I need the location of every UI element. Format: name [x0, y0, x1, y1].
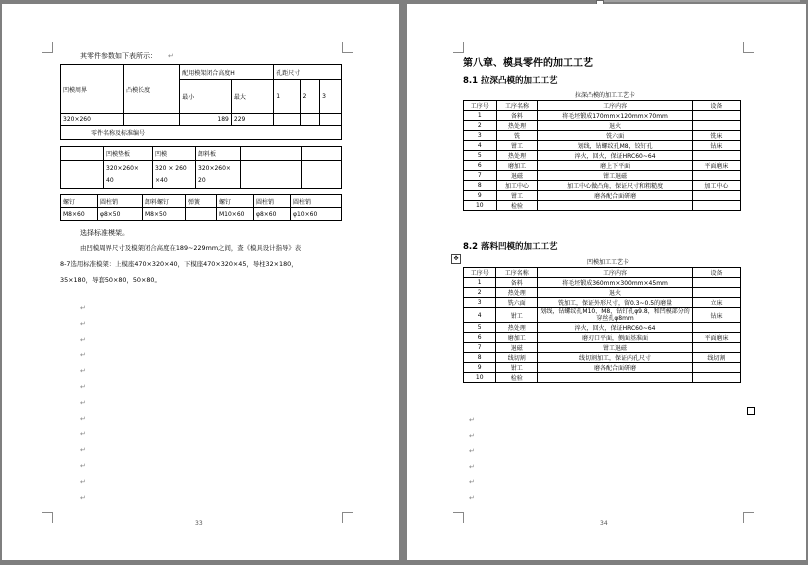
fv-pin-3: φ10×60 [291, 208, 342, 221]
parts-empty-4 [61, 161, 104, 189]
table-cell: 钳工 [496, 191, 538, 201]
table-cell: 立床 [693, 298, 741, 308]
process-table-1 [463, 100, 741, 211]
table-cell: 退磁 [496, 171, 538, 181]
parts-title: 零件名称及标准编号 [61, 126, 342, 140]
part-die-value [153, 161, 196, 189]
table-cell: 热处理 [496, 323, 538, 333]
table-cell: 4 [464, 141, 497, 151]
table-cell: 备料 [496, 278, 538, 288]
part-stripper-value [196, 161, 241, 189]
fasteners-table [60, 194, 342, 221]
select-title: 选择标准模架。 [80, 229, 129, 237]
table-cell [692, 201, 740, 211]
fv-spring [186, 208, 217, 221]
th-punch-length: 凸模长度 [124, 65, 180, 114]
table-cell: 加工中心 [692, 181, 740, 191]
table-row [464, 353, 741, 363]
table-cell: 1 [464, 111, 497, 121]
body-line-2: 8-7选用标准模架：上模座470×320×40，下模座470×320×45，导柱32×180， [60, 260, 298, 268]
margin-mark-tl [42, 42, 53, 53]
th-hole-1: 1 [274, 80, 300, 114]
stripper-v2: 20 [198, 176, 206, 184]
header-cell: 设备 [693, 268, 741, 278]
paragraph-mark: ↵ [469, 462, 475, 471]
part-backing-value [104, 161, 153, 189]
th-hole-distance: 孔距尺寸 [274, 65, 342, 80]
body-line-3: 35×180，导套50×80，50×80。 [60, 276, 161, 284]
f-pin-3: 圆柱销 [291, 195, 342, 208]
backing-v2: 40 [106, 176, 114, 184]
th-mould-size: 凹模周界 [61, 65, 124, 114]
page-number: 33 [195, 520, 203, 527]
process-table-2 [463, 267, 741, 383]
table-cell: 6 [464, 333, 496, 343]
f-pin: 圆柱销 [98, 195, 143, 208]
table-cell: 备料 [496, 111, 538, 121]
table-cell: 8 [464, 181, 497, 191]
table-cell [692, 191, 740, 201]
part-stripper-label: 卸料板 [196, 147, 241, 161]
table-cell: 划线，钻螺纹孔M8，铰钉孔 [538, 141, 692, 151]
th-min: 最小 [180, 80, 232, 114]
table-cell: 淬火，回火，保证HRC60~64 [537, 323, 692, 333]
table-cell: 7 [464, 171, 497, 181]
table-row [464, 298, 741, 308]
paragraph-mark: ↵ [469, 447, 475, 455]
paragraph-mark: ↵ [80, 335, 86, 344]
paragraph-mark: ↵ [80, 351, 86, 360]
table-cell: 淬火，回火，保证HRC60~64 [538, 151, 692, 161]
intro-text: 其零件参数如下表所示： [80, 52, 157, 60]
f-spring: 弹簧 [186, 195, 217, 208]
th-hole-2: 2 [300, 80, 319, 114]
table-cell: 退火 [538, 121, 692, 131]
td-h2 [300, 114, 319, 126]
table-resize-handle[interactable] [747, 407, 755, 415]
th-max: 最大 [231, 80, 273, 114]
table-cell: 线切割 [496, 353, 538, 363]
fv-screw-2: M10×60 [217, 208, 254, 221]
fv-pin-2: φ8×60 [254, 208, 291, 221]
table-cell [693, 323, 741, 333]
table-cell: 5 [464, 323, 496, 333]
table-row [464, 191, 741, 201]
table-row [464, 373, 741, 383]
paragraph-mark: ↵ [469, 493, 475, 502]
table-row [464, 363, 741, 373]
paragraph-mark: ↵ [80, 304, 86, 312]
table-row [464, 323, 741, 333]
page-number: 34 [600, 520, 608, 527]
table-row [464, 201, 741, 211]
fv-screw: M8×60 [61, 208, 98, 221]
parts-empty-6 [302, 161, 342, 189]
document-page-left [2, 4, 399, 560]
table-cell: 线切割 [693, 353, 741, 363]
table-cell: 将毛坯锻成170mm×120mm×70mm [538, 111, 692, 121]
td-h1 [274, 114, 300, 126]
table-cell: 7 [464, 343, 496, 353]
table-row [464, 333, 741, 343]
table-cell [693, 373, 741, 383]
table-cell: 钳工 [496, 363, 538, 373]
th-closing-height: 配用模架闭合高度H [180, 65, 274, 80]
paragraph-mark: ↵ [469, 478, 475, 486]
paragraph-mark: ↵ [80, 477, 86, 486]
table-cell: 9 [464, 191, 497, 201]
backing-v1: 320×260× [106, 164, 139, 172]
section-heading-2: 8.2 落料凹模的加工工艺 [463, 242, 558, 252]
table-cell: 磨各配合面研磨 [538, 191, 692, 201]
table-cell: 检验 [496, 373, 538, 383]
table-cell: 加工中心 [496, 181, 538, 191]
table-cell: 平面磨床 [692, 161, 740, 171]
table-cell: 2 [464, 288, 496, 298]
table-row [464, 278, 741, 288]
table-cell: 钳工 [496, 308, 538, 323]
table-cell: 10 [464, 373, 496, 383]
table-cell: 划线，钻螺纹孔M10、M8，钻钉孔φ9.8，和凹模部分的穿丝孔φ8mm [537, 308, 692, 323]
die-v1: 320 × 260 [155, 164, 187, 172]
f-screw-2: 螺钉 [217, 195, 254, 208]
table-cell: 铣加工，保证外形尺寸，留0.3~0.5的磨量 [537, 298, 692, 308]
part-die-label: 凹模 [153, 147, 196, 161]
part-backing-label: 凹模垫板 [104, 147, 153, 161]
paragraph-mark: ↵ [80, 462, 86, 470]
chapter-heading: 第八章、模具零件的加工工艺 [463, 58, 593, 69]
table-cell: 线切割加工，保证内孔尺寸 [537, 353, 692, 363]
header-cell: 工序内容 [538, 101, 692, 111]
table-cell: 热处理 [496, 121, 538, 131]
fv-pin: φ8×50 [98, 208, 143, 221]
paragraph-mark: ↵ [80, 430, 86, 439]
table-cell: 钳工退磁 [538, 171, 692, 181]
paragraph-mark: ↵ [80, 383, 86, 391]
table-cell: 磨刃口平面，侧面基准面 [537, 333, 692, 343]
paragraph-mark: ↵ [168, 52, 174, 60]
td-h3 [320, 114, 342, 126]
margin-mark-br [342, 512, 353, 523]
table-move-handle[interactable]: ✥ [451, 254, 461, 264]
table-cell: 4 [464, 308, 496, 323]
paragraph-mark: ↵ [80, 398, 86, 407]
table-cell: 铣六面 [538, 131, 692, 141]
paragraph-mark: ↵ [80, 446, 86, 455]
document-page-right [407, 4, 806, 560]
td-punch [124, 114, 180, 126]
table-cell: 钳工 [496, 141, 538, 151]
table-cell [693, 278, 741, 288]
table-cell: 检验 [496, 201, 538, 211]
header-cell: 工序号 [464, 268, 496, 278]
table-cell [692, 151, 740, 161]
f-pin-2: 圆柱销 [254, 195, 291, 208]
table-cell: 3 [464, 131, 497, 141]
header-cell: 设备 [692, 101, 740, 111]
td-size: 320×260 [61, 114, 124, 126]
table-cell: 2 [464, 121, 497, 131]
table-row [464, 161, 741, 171]
table-cell: 磨上下平面 [538, 161, 692, 171]
paragraph-mark: ↵ [469, 431, 475, 440]
margin-mark-tl [453, 42, 464, 53]
td-max: 229 [231, 114, 273, 126]
table-cell: 铣床 [692, 131, 740, 141]
table-cell: 热处理 [496, 288, 538, 298]
table-cell: 热处理 [496, 151, 538, 161]
paragraph-mark: ↵ [80, 414, 86, 423]
table-row [464, 151, 741, 161]
table-row [464, 181, 741, 191]
paragraph-mark: ↵ [80, 493, 86, 502]
table-cell: 磨加工 [496, 161, 538, 171]
f-screw: 螺钉 [61, 195, 98, 208]
table-cell: 8 [464, 353, 496, 363]
header-cell: 工序号 [464, 101, 497, 111]
paragraph-mark: ↵ [469, 416, 475, 424]
table-row [464, 131, 741, 141]
table-cell: 退磁 [496, 343, 538, 353]
margin-mark-bl [453, 512, 464, 523]
parts-empty-3 [302, 147, 342, 161]
table-row [464, 111, 741, 121]
table-cell: 磨各配合面研磨 [537, 363, 692, 373]
table-cell: 退火 [537, 288, 692, 298]
parts-empty-5 [241, 161, 302, 189]
table-row [464, 288, 741, 298]
table-cell [693, 363, 741, 373]
margin-mark-tr [342, 42, 353, 53]
table-cell: 5 [464, 151, 497, 161]
table-row [464, 308, 741, 323]
th-hole-3: 3 [320, 80, 342, 114]
table-cell: 钻床 [693, 308, 741, 323]
fv-unload-screw: M8×50 [143, 208, 186, 221]
header-cell: 工序名称 [496, 268, 538, 278]
table-row [464, 121, 741, 131]
table-cell: 铣 [496, 131, 538, 141]
header-cell: 工序内容 [537, 268, 692, 278]
table-cell: 钳工退磁 [537, 343, 692, 353]
table-row [464, 343, 741, 353]
table-cell: 磨加工 [496, 333, 538, 343]
table-cell: 铣六面 [496, 298, 538, 308]
table-cell: 将毛坯锻成360mm×300mm×45mm [537, 278, 692, 288]
table-cell: 1 [464, 278, 496, 288]
table-cell [693, 343, 741, 353]
parts-table [60, 146, 342, 189]
table-cell: 9 [464, 363, 496, 373]
table-cell: 6 [464, 161, 497, 171]
table-row [464, 141, 741, 151]
table-cell [537, 373, 692, 383]
table-cell: 3 [464, 298, 496, 308]
paragraph-mark: ↵ [80, 367, 86, 376]
table-cell [692, 121, 740, 131]
table-cell: 加工中心做凸角，保证尺寸和粗糙度 [538, 181, 692, 191]
die-v2: ×40 [155, 176, 168, 184]
parts-empty [61, 147, 104, 161]
table-row [464, 171, 741, 181]
table-cell [693, 288, 741, 298]
table-cell [692, 111, 740, 121]
table-cell: 钻床 [692, 141, 740, 151]
td-min: 189 [180, 114, 232, 126]
margin-mark-br [743, 512, 754, 523]
table-cell: 平面磨床 [693, 333, 741, 343]
stripper-v1: 320×260× [198, 164, 231, 172]
body-line-1: 由凹模周界尺寸及模架闭合高度在189~229mm之间，查《模具设计指导》表 [80, 244, 302, 252]
table-cell: 10 [464, 201, 497, 211]
parts-empty-2 [241, 147, 302, 161]
spec-table [60, 64, 342, 140]
margin-mark-tr [743, 42, 754, 53]
caption-2: 凹模加工工艺卡 [587, 259, 630, 266]
f-unload-screw: 卸料螺钉 [143, 195, 186, 208]
table-cell [692, 171, 740, 181]
section-heading-1: 8.1 拉深凸模的加工工艺 [463, 76, 558, 86]
caption-1: 拉深凸模的加工工艺卡 [575, 92, 636, 99]
table-cell [538, 201, 692, 211]
ruler-bar [600, 0, 800, 2]
paragraph-mark: ↵ [80, 319, 86, 328]
header-cell: 工序名称 [496, 101, 538, 111]
margin-mark-bl [42, 512, 53, 523]
